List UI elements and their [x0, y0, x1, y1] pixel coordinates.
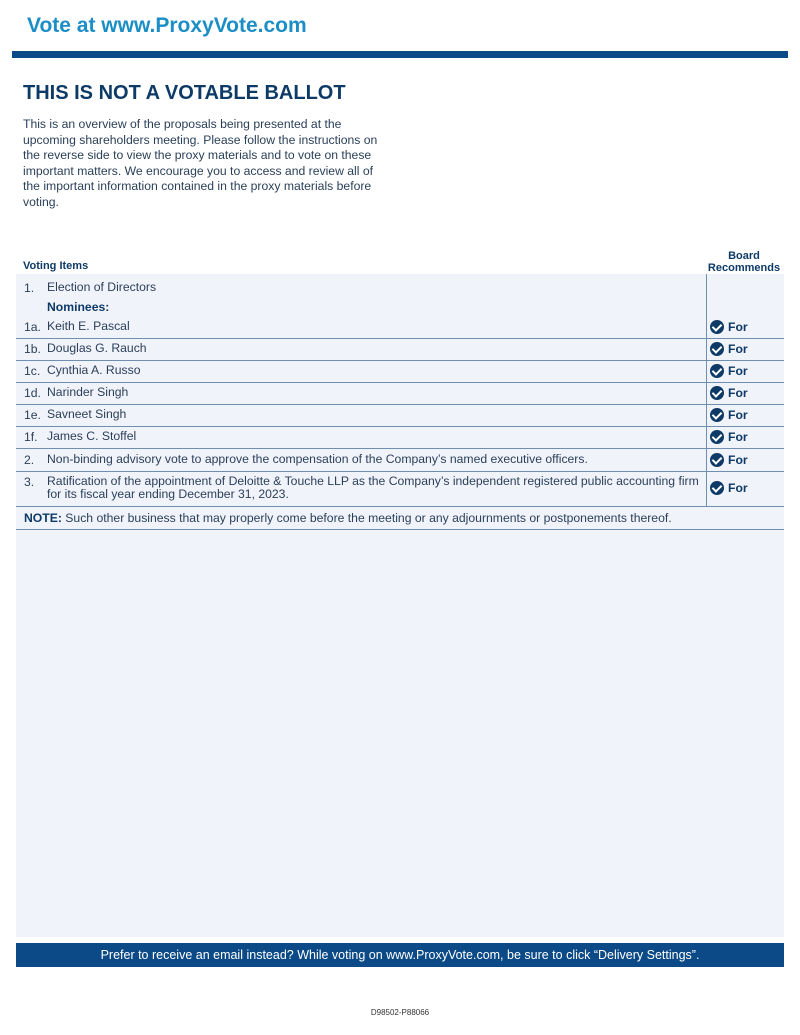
- item-number: 1d.: [24, 386, 41, 400]
- recommendation: [710, 320, 748, 334]
- item-text: Savneet Singh: [47, 407, 127, 421]
- nominees-label: Nominees:: [47, 300, 110, 314]
- item-number: 1c.: [24, 364, 41, 378]
- item-number: 1f.: [24, 430, 38, 444]
- table-row: [16, 339, 784, 361]
- check-circle-icon: [710, 364, 724, 378]
- check-circle-icon: [710, 430, 724, 444]
- item-number: 1.: [24, 281, 35, 295]
- note-text: Such other business that may properly come before the meeting or any adjournments or postponements thereof.: [61, 511, 672, 525]
- table-row: [16, 274, 784, 339]
- recommendation-label: For: [728, 430, 748, 444]
- table-row: [16, 427, 784, 449]
- table-row: [16, 361, 784, 383]
- recommendation-label: For: [728, 453, 748, 467]
- item-text: James C. Stoffel: [47, 429, 137, 443]
- recommendation: [710, 386, 748, 400]
- item-text: Ratification of the appointment of Deloitte & Touche LLP as the Company’s independent registered public accounting firm for its fiscal year ending December 31, 2023.: [47, 474, 699, 501]
- check-circle-icon: [710, 453, 724, 467]
- item-text: Cynthia A. Russo: [47, 363, 141, 377]
- recommendation-label: For: [728, 386, 748, 400]
- recommendation-label: For: [728, 342, 748, 356]
- item-text: Election of Directors: [47, 280, 157, 294]
- table-row: [16, 405, 784, 427]
- email-delivery-banner: Prefer to receive an email instead? While voting on www.ProxyVote.com, be sure to click “Delivery Settings”.: [16, 943, 784, 967]
- recommendation-label: For: [728, 408, 748, 422]
- recommendation: [710, 453, 748, 467]
- recommendation-label: For: [728, 481, 748, 495]
- item-number: 2.: [24, 453, 35, 467]
- board-header-line1: Board: [728, 250, 760, 262]
- check-circle-icon: [710, 386, 724, 400]
- header-title: Vote at www.ProxyVote.com: [27, 14, 307, 37]
- item-text: Non-binding advisory vote to approve the compensation of the Company’s named executive officers.: [47, 452, 588, 466]
- table-row: [16, 383, 784, 405]
- recommendation-label: For: [728, 320, 748, 334]
- header-divider: [12, 51, 788, 58]
- note-row: [16, 507, 784, 530]
- board-header-line2: Recommends: [707, 262, 781, 274]
- item-text: Douglas G. Rauch: [47, 341, 147, 355]
- recommendation: [710, 342, 748, 356]
- document-code: D98502-P88066: [370, 1008, 430, 1017]
- check-circle-icon: [710, 408, 724, 422]
- note-label: NOTE:: [24, 511, 62, 525]
- board-recommends-header: [704, 250, 784, 274]
- table-row: [16, 449, 784, 472]
- check-circle-icon: [710, 342, 724, 356]
- recommendation: [710, 364, 748, 378]
- intro-paragraph: This is an overview of the proposals being presented at the upcoming shareholders meeting. Please follow the instructions on the reverse side to view the proxy materials and to vote on these important matters. We encourage you to access and review all of the important information contained in the proxy materials before voting.: [23, 117, 378, 209]
- recommendation: [710, 408, 748, 422]
- voting-items-header: Voting Items: [23, 260, 89, 272]
- item-text: Narinder Singh: [47, 385, 129, 399]
- table-row: [16, 472, 784, 507]
- check-circle-icon: [710, 320, 724, 334]
- check-circle-icon: [710, 481, 724, 495]
- item-number: 3.: [24, 475, 35, 489]
- item-number: 1a.: [24, 320, 41, 334]
- item-number: 1b.: [24, 342, 41, 356]
- page-title: THIS IS NOT A VOTABLE BALLOT: [23, 82, 346, 104]
- recommendation: [710, 481, 748, 495]
- item-text: Keith E. Pascal: [47, 319, 130, 333]
- recommendation-label: For: [728, 364, 748, 378]
- item-number: 1e.: [24, 408, 41, 422]
- recommendation: [710, 430, 748, 444]
